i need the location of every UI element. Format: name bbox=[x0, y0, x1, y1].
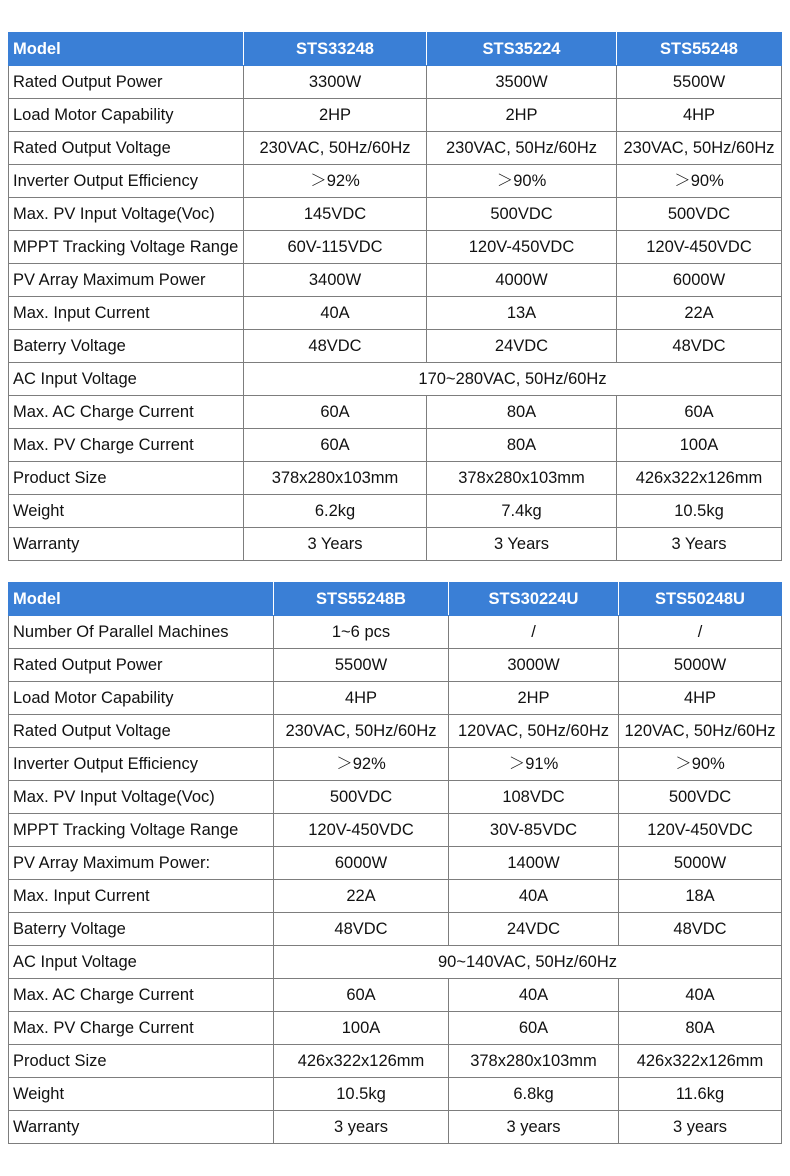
spec-value: 120VAC, 50Hz/60Hz bbox=[619, 715, 782, 748]
spec-value: 80A bbox=[619, 1012, 782, 1045]
spec-value: 1400W bbox=[449, 847, 619, 880]
spec-value: 2HP bbox=[427, 99, 617, 132]
table-row bbox=[9, 880, 782, 913]
spec-value: 1~6 pcs bbox=[274, 616, 449, 649]
spec-label: Baterry Voltage bbox=[9, 330, 244, 363]
table-row bbox=[9, 66, 782, 99]
spec-value: 120V-450VDC bbox=[274, 814, 449, 847]
table-row bbox=[9, 198, 782, 231]
spec-value: 3000W bbox=[449, 649, 619, 682]
spec-value: 48VDC bbox=[619, 913, 782, 946]
table-row bbox=[9, 682, 782, 715]
spec-value: 108VDC bbox=[449, 781, 619, 814]
spec-label: PV Array Maximum Power bbox=[9, 264, 244, 297]
spec-value: 48VDC bbox=[617, 330, 782, 363]
spec-value: 500VDC bbox=[274, 781, 449, 814]
table-row bbox=[9, 1111, 782, 1144]
header-model-3: STS55248 bbox=[617, 33, 782, 66]
spec-value: 2HP bbox=[244, 99, 427, 132]
spec-value: 40A bbox=[449, 979, 619, 1012]
spec-label: Max. PV Charge Current bbox=[9, 429, 244, 462]
spec-value: 4HP bbox=[617, 99, 782, 132]
spec-value: ＞90% bbox=[617, 165, 782, 198]
spec-value: ＞92% bbox=[274, 748, 449, 781]
spec-label: Warranty bbox=[9, 528, 244, 561]
spec-label: Max. PV Input Voltage(Voc) bbox=[9, 198, 244, 231]
spec-value: ＞90% bbox=[427, 165, 617, 198]
spec-value: 6.8kg bbox=[449, 1078, 619, 1111]
spec-label: Warranty bbox=[9, 1111, 274, 1144]
spec-value: 6000W bbox=[617, 264, 782, 297]
spec-value: 60V-115VDC bbox=[244, 231, 427, 264]
spec-value: 378x280x103mm bbox=[244, 462, 427, 495]
spec-label: Inverter Output Efficiency bbox=[9, 165, 244, 198]
table-row bbox=[9, 781, 782, 814]
spec-value: 230VAC, 50Hz/60Hz bbox=[617, 132, 782, 165]
spec-value: 230VAC, 50Hz/60Hz bbox=[274, 715, 449, 748]
spec-value: 4HP bbox=[274, 682, 449, 715]
spec-value: 60A bbox=[244, 396, 427, 429]
spec-value: 4HP bbox=[619, 682, 782, 715]
table-header-row bbox=[9, 33, 782, 66]
spec-label: Max. Input Current bbox=[9, 880, 274, 913]
spec-value: 6000W bbox=[274, 847, 449, 880]
spec-value: 22A bbox=[617, 297, 782, 330]
spec-value: 10.5kg bbox=[617, 495, 782, 528]
spec-value: 500VDC bbox=[619, 781, 782, 814]
spec-value: ＞91% bbox=[449, 748, 619, 781]
spec-value: 120V-450VDC bbox=[617, 231, 782, 264]
spec-value: 2HP bbox=[449, 682, 619, 715]
spec-label: Weight bbox=[9, 1078, 274, 1111]
spec-label: MPPT Tracking Voltage Range bbox=[9, 231, 244, 264]
spec-value: 7.4kg bbox=[427, 495, 617, 528]
table-row bbox=[9, 363, 782, 396]
table-row bbox=[9, 264, 782, 297]
header-model-label: Model bbox=[9, 583, 274, 616]
spec-value: 3 years bbox=[449, 1111, 619, 1144]
header-model-1: STS55248B bbox=[274, 583, 449, 616]
spec-value: 378x280x103mm bbox=[427, 462, 617, 495]
spec-value: 22A bbox=[274, 880, 449, 913]
header-model-3: STS50248U bbox=[619, 583, 782, 616]
spec-value: 100A bbox=[274, 1012, 449, 1045]
table-row bbox=[9, 462, 782, 495]
spec-value: 426x322x126mm bbox=[274, 1045, 449, 1078]
spec-label: Product Size bbox=[9, 462, 244, 495]
spec-value: 4000W bbox=[427, 264, 617, 297]
spec-label: Max. AC Charge Current bbox=[9, 396, 244, 429]
spec-value: ＞90% bbox=[619, 748, 782, 781]
spec-value: 24VDC bbox=[427, 330, 617, 363]
header-model-label: Model bbox=[9, 33, 244, 66]
spec-label: Baterry Voltage bbox=[9, 913, 274, 946]
spec-value: 120V-450VDC bbox=[619, 814, 782, 847]
spec-value: 90~140VAC, 50Hz/60Hz bbox=[274, 946, 782, 979]
spec-value: 11.6kg bbox=[619, 1078, 782, 1111]
spec-value: 230VAC, 50Hz/60Hz bbox=[244, 132, 427, 165]
spec-label: Weight bbox=[9, 495, 244, 528]
spec-value: 3500W bbox=[427, 66, 617, 99]
spec-label: Max. PV Charge Current bbox=[9, 1012, 274, 1045]
table-row bbox=[9, 814, 782, 847]
spec-value: 48VDC bbox=[244, 330, 427, 363]
spec-value: 5000W bbox=[619, 847, 782, 880]
spec-value: 230VAC, 50Hz/60Hz bbox=[427, 132, 617, 165]
table-row bbox=[9, 99, 782, 132]
spec-label: MPPT Tracking Voltage Range bbox=[9, 814, 274, 847]
table-row bbox=[9, 231, 782, 264]
spec-value: 3 years bbox=[619, 1111, 782, 1144]
spec-value: 145VDC bbox=[244, 198, 427, 231]
spec-value: 80A bbox=[427, 429, 617, 462]
spec-label: Rated Output Power bbox=[9, 66, 244, 99]
spec-table-2 bbox=[8, 582, 782, 1144]
table-row bbox=[9, 1012, 782, 1045]
spec-label: Max. Input Current bbox=[9, 297, 244, 330]
spec-value: 170~280VAC, 50Hz/60Hz bbox=[244, 363, 782, 396]
spec-value: 48VDC bbox=[274, 913, 449, 946]
table-row bbox=[9, 616, 782, 649]
spec-value: / bbox=[619, 616, 782, 649]
table-row bbox=[9, 165, 782, 198]
spec-value: 3400W bbox=[244, 264, 427, 297]
table-row bbox=[9, 528, 782, 561]
spec-value: 5500W bbox=[617, 66, 782, 99]
spec-value: 3 years bbox=[274, 1111, 449, 1144]
spec-value: 60A bbox=[274, 979, 449, 1012]
spec-value: 3 Years bbox=[617, 528, 782, 561]
spec-label: AC Input Voltage bbox=[9, 946, 274, 979]
spec-value: 120V-450VDC bbox=[427, 231, 617, 264]
table-row bbox=[9, 396, 782, 429]
spec-label: Max. AC Charge Current bbox=[9, 979, 274, 1012]
table-row bbox=[9, 132, 782, 165]
spec-value: 80A bbox=[427, 396, 617, 429]
table-row bbox=[9, 495, 782, 528]
spec-value: 426x322x126mm bbox=[617, 462, 782, 495]
header-model-1: STS33248 bbox=[244, 33, 427, 66]
spec-value: 40A bbox=[619, 979, 782, 1012]
spec-label: Load Motor Capability bbox=[9, 99, 244, 132]
table-row bbox=[9, 429, 782, 462]
table-row bbox=[9, 847, 782, 880]
spec-value: 3300W bbox=[244, 66, 427, 99]
spec-label: AC Input Voltage bbox=[9, 363, 244, 396]
spec-label: Max. PV Input Voltage(Voc) bbox=[9, 781, 274, 814]
spec-value: 30V-85VDC bbox=[449, 814, 619, 847]
spec-value: 100A bbox=[617, 429, 782, 462]
spec-label: Rated Output Voltage bbox=[9, 132, 244, 165]
spec-value: / bbox=[449, 616, 619, 649]
table-row bbox=[9, 297, 782, 330]
header-model-2: STS30224U bbox=[449, 583, 619, 616]
spec-value: 60A bbox=[617, 396, 782, 429]
table-header-row bbox=[9, 583, 782, 616]
spec-value: 500VDC bbox=[427, 198, 617, 231]
spec-value: 5000W bbox=[619, 649, 782, 682]
table-row bbox=[9, 946, 782, 979]
spec-value: 24VDC bbox=[449, 913, 619, 946]
spec-value: 3 Years bbox=[244, 528, 427, 561]
spec-value: 120VAC, 50Hz/60Hz bbox=[449, 715, 619, 748]
spec-label: Number Of Parallel Machines bbox=[9, 616, 274, 649]
spec-label: Inverter Output Efficiency bbox=[9, 748, 274, 781]
table-row bbox=[9, 979, 782, 1012]
spec-value: 40A bbox=[449, 880, 619, 913]
spec-value: ＞92% bbox=[244, 165, 427, 198]
spec-label: Rated Output Power bbox=[9, 649, 274, 682]
spec-value: 5500W bbox=[274, 649, 449, 682]
spec-value: 60A bbox=[449, 1012, 619, 1045]
spec-label: Load Motor Capability bbox=[9, 682, 274, 715]
table-row bbox=[9, 649, 782, 682]
spec-value: 13A bbox=[427, 297, 617, 330]
table-row bbox=[9, 1078, 782, 1111]
spec-value: 10.5kg bbox=[274, 1078, 449, 1111]
spec-label: Product Size bbox=[9, 1045, 274, 1078]
header-model-2: STS35224 bbox=[427, 33, 617, 66]
table-row bbox=[9, 715, 782, 748]
spec-value: 6.2kg bbox=[244, 495, 427, 528]
spec-value: 40A bbox=[244, 297, 427, 330]
spec-value: 426x322x126mm bbox=[619, 1045, 782, 1078]
spec-table-1 bbox=[8, 32, 782, 561]
spec-label: Rated Output Voltage bbox=[9, 715, 274, 748]
spec-value: 500VDC bbox=[617, 198, 782, 231]
table-row bbox=[9, 748, 782, 781]
spec-value: 3 Years bbox=[427, 528, 617, 561]
table-row bbox=[9, 913, 782, 946]
table-row bbox=[9, 330, 782, 363]
spec-value: 60A bbox=[244, 429, 427, 462]
spec-label: PV Array Maximum Power: bbox=[9, 847, 274, 880]
table-row bbox=[9, 1045, 782, 1078]
spec-value: 378x280x103mm bbox=[449, 1045, 619, 1078]
spec-value: 18A bbox=[619, 880, 782, 913]
